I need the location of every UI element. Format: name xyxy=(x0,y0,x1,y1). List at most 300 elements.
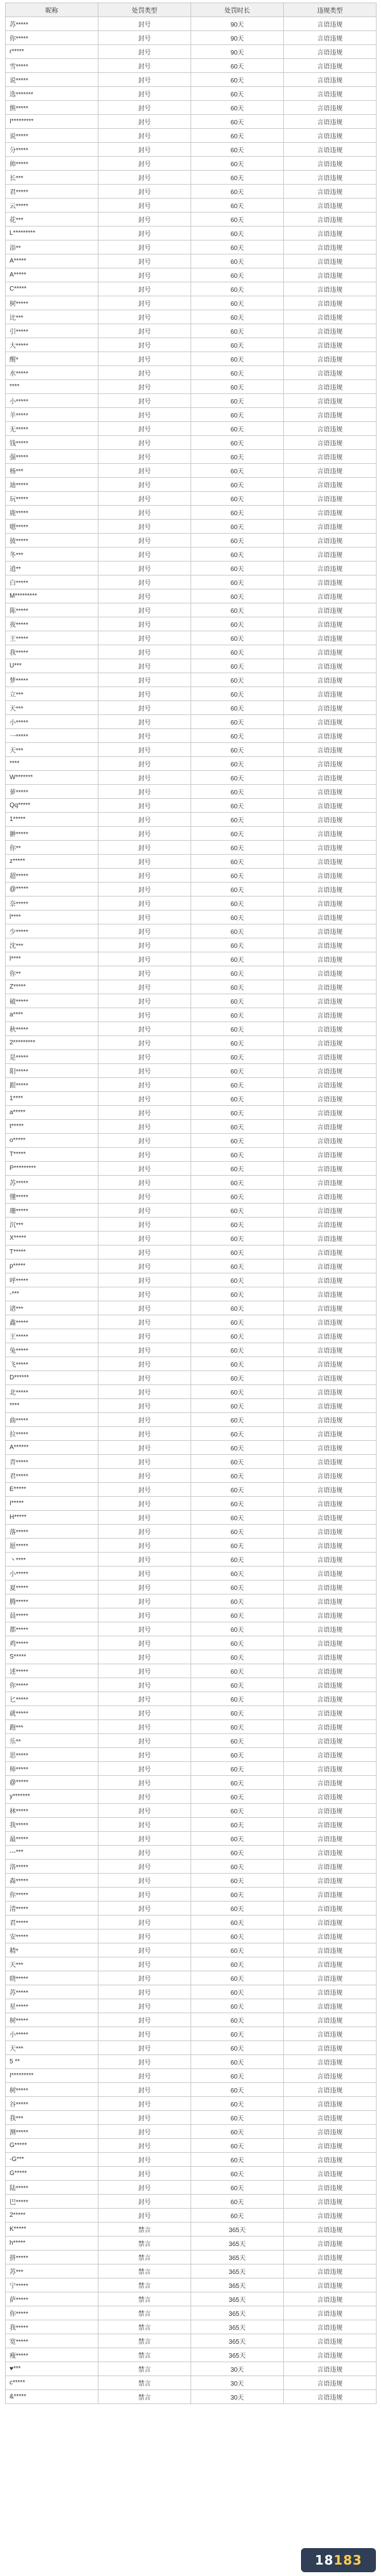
cell-nickname: a**** xyxy=(6,1008,98,1022)
cell-duration: 30天 xyxy=(191,2376,284,2390)
cell-nickname: 小***** xyxy=(6,1567,98,1580)
cell-violation-type: 言语违规 xyxy=(284,129,377,143)
cell-punishment-type: 封号 xyxy=(98,1790,191,1804)
cell-violation-type: 言语违规 xyxy=(284,1804,377,1818)
table-row xyxy=(6,1301,377,1315)
cell-punishment-type: 封号 xyxy=(98,1204,191,1218)
cell-nickname: 天*** xyxy=(6,743,98,757)
cell-violation-type: 言语违规 xyxy=(284,2083,377,2097)
cell-punishment-type: 封号 xyxy=(98,1273,191,1287)
table-row xyxy=(6,1469,377,1483)
cell-punishment-type: 封号 xyxy=(98,869,191,883)
cell-nickname: z***** xyxy=(6,855,98,869)
table-row xyxy=(6,562,377,575)
cell-duration: 60天 xyxy=(191,813,284,827)
cell-duration: 60天 xyxy=(191,799,284,813)
cell-duration: 60天 xyxy=(191,2055,284,2069)
table-row xyxy=(6,1846,377,1860)
cell-duration: 365天 xyxy=(191,2320,284,2334)
cell-punishment-type: 封号 xyxy=(98,994,191,1008)
table-row xyxy=(6,1943,377,1957)
cell-duration: 60天 xyxy=(191,366,284,380)
cell-punishment-type: 封号 xyxy=(98,729,191,743)
table-row xyxy=(6,603,377,617)
table-row xyxy=(6,1580,377,1594)
table-row xyxy=(6,2376,377,2390)
cell-nickname: T***** xyxy=(6,1245,98,1259)
cell-violation-type: 言语违规 xyxy=(284,1734,377,1748)
cell-violation-type: 言语违规 xyxy=(284,841,377,855)
cell-duration: 60天 xyxy=(191,1999,284,2013)
cell-violation-type: 言语违规 xyxy=(284,1874,377,1888)
cell-violation-type: 言语违规 xyxy=(284,227,377,240)
cell-duration: 60天 xyxy=(191,1301,284,1315)
cell-punishment-type: 封号 xyxy=(98,1553,191,1567)
cell-nickname: 拼***** xyxy=(6,2251,98,2264)
table-row xyxy=(6,240,377,254)
cell-violation-type: 言语违规 xyxy=(284,254,377,268)
cell-duration: 60天 xyxy=(191,855,284,869)
cell-nickname: t***** xyxy=(6,1120,98,1134)
table-row xyxy=(6,59,377,73)
cell-duration: 60天 xyxy=(191,1678,284,1692)
cell-duration: 60天 xyxy=(191,1176,284,1190)
table-row xyxy=(6,1553,377,1567)
table-row xyxy=(6,1287,377,1301)
cell-nickname: c***** xyxy=(6,2376,98,2390)
cell-punishment-type: 封号 xyxy=(98,199,191,213)
cell-duration: 60天 xyxy=(191,1148,284,1162)
cell-nickname: 师***** xyxy=(6,1762,98,1776)
punishment-table xyxy=(5,3,377,2404)
cell-violation-type: 言语违规 xyxy=(284,1776,377,1790)
cell-duration: 365天 xyxy=(191,2278,284,2292)
table-row xyxy=(6,2055,377,2069)
cell-violation-type: 言语违规 xyxy=(284,2264,377,2278)
table-header-row xyxy=(6,3,377,17)
cell-duration: 60天 xyxy=(191,520,284,534)
cell-duration: 60天 xyxy=(191,827,284,841)
cell-duration: 60天 xyxy=(191,1664,284,1678)
cell-violation-type: 言语违规 xyxy=(284,45,377,59)
cell-violation-type: 言语违规 xyxy=(284,1399,377,1413)
cell-nickname: -G*** xyxy=(6,2153,98,2167)
cell-punishment-type: 封号 xyxy=(98,924,191,938)
cell-nickname: 苏*** xyxy=(6,2264,98,2278)
cell-duration: 60天 xyxy=(191,143,284,157)
cell-nickname: 我***** xyxy=(6,1818,98,1832)
cell-violation-type: 言语违规 xyxy=(284,310,377,324)
cell-punishment-type: 封号 xyxy=(98,2125,191,2139)
table-row xyxy=(6,2195,377,2209)
cell-nickname: 懂***** xyxy=(6,1190,98,1204)
table-row xyxy=(6,1357,377,1371)
cell-duration: 30天 xyxy=(191,2390,284,2404)
cell-punishment-type: 封号 xyxy=(98,2027,191,2041)
table-row xyxy=(6,310,377,324)
cell-nickname: A***** xyxy=(6,268,98,282)
cell-punishment-type: 封号 xyxy=(98,2181,191,2195)
table-row xyxy=(6,1525,377,1539)
cell-nickname: 北***** xyxy=(6,1385,98,1399)
table-row xyxy=(6,1315,377,1329)
cell-violation-type: 言语违规 xyxy=(284,1636,377,1650)
table-row xyxy=(6,1022,377,1036)
cell-punishment-type: 封号 xyxy=(98,1301,191,1315)
cell-duration: 60天 xyxy=(191,1902,284,1916)
cell-duration: 90天 xyxy=(191,45,284,59)
cell-duration: 60天 xyxy=(191,422,284,436)
cell-punishment-type: 封号 xyxy=(98,980,191,994)
cell-violation-type: 言语违规 xyxy=(284,73,377,87)
cell-duration: 60天 xyxy=(191,254,284,268)
table-row xyxy=(6,924,377,938)
cell-violation-type: 言语违规 xyxy=(284,1971,377,1985)
cell-punishment-type: 封号 xyxy=(98,1162,191,1176)
cell-punishment-type: 封号 xyxy=(98,701,191,715)
cell-nickname: 夜***** xyxy=(6,617,98,631)
cell-nickname: 秋***** xyxy=(6,1022,98,1036)
cell-punishment-type: 封号 xyxy=(98,1846,191,1860)
header-punishment-duration: 处罚时长 xyxy=(191,3,284,17)
cell-violation-type: 言语违规 xyxy=(284,1176,377,1190)
cell-violation-type: 言语违规 xyxy=(284,1790,377,1804)
cell-violation-type: 言语违规 xyxy=(284,715,377,729)
cell-punishment-type: 封号 xyxy=(98,1190,191,1204)
table-row xyxy=(6,2320,377,2334)
cell-nickname: 苏***** xyxy=(6,1985,98,1999)
cell-duration: 60天 xyxy=(191,1427,284,1441)
cell-nickname: 水***** xyxy=(6,366,98,380)
cell-duration: 60天 xyxy=(191,2027,284,2041)
cell-violation-type: 言语违规 xyxy=(284,952,377,966)
cell-punishment-type: 封号 xyxy=(98,296,191,310)
cell-violation-type: 言语违规 xyxy=(284,1357,377,1371)
cell-duration: 60天 xyxy=(191,1413,284,1427)
cell-punishment-type: 封号 xyxy=(98,171,191,185)
cell-duration: 60天 xyxy=(191,1315,284,1329)
cell-duration: 60天 xyxy=(191,1455,284,1469)
cell-violation-type: 言语违规 xyxy=(284,450,377,464)
cell-duration: 60天 xyxy=(191,994,284,1008)
cell-nickname: 落***** xyxy=(6,1525,98,1539)
cell-duration: 60天 xyxy=(191,1022,284,1036)
cell-duration: 60天 xyxy=(191,1036,284,1050)
table-row xyxy=(6,743,377,757)
cell-nickname: ♥*** xyxy=(6,2362,98,2376)
cell-duration: 60天 xyxy=(191,1720,284,1734)
cell-punishment-type: 封号 xyxy=(98,1497,191,1511)
table-row xyxy=(6,282,377,296)
cell-punishment-type: 封号 xyxy=(98,1636,191,1650)
cell-nickname: 匕***** xyxy=(6,1692,98,1706)
cell-punishment-type: 封号 xyxy=(98,1357,191,1371)
table-row xyxy=(6,1874,377,1888)
table-row xyxy=(6,338,377,352)
cell-punishment-type: 封号 xyxy=(98,1650,191,1664)
cell-nickname: 苏***** xyxy=(6,1176,98,1190)
cell-nickname: 曲***** xyxy=(6,1413,98,1427)
table-row xyxy=(6,575,377,589)
cell-duration: 60天 xyxy=(191,450,284,464)
cell-duration: 60天 xyxy=(191,938,284,952)
cell-violation-type: 言语违规 xyxy=(284,1818,377,1832)
cell-punishment-type: 封号 xyxy=(98,506,191,520)
cell-violation-type: 言语违规 xyxy=(284,2320,377,2334)
cell-punishment-type: 封号 xyxy=(98,87,191,101)
cell-punishment-type: 封号 xyxy=(98,1441,191,1455)
cell-nickname: 选******* xyxy=(6,87,98,101)
cell-nickname: I********* xyxy=(6,2069,98,2083)
cell-duration: 60天 xyxy=(191,324,284,338)
cell-duration: 60天 xyxy=(191,562,284,575)
cell-punishment-type: 封号 xyxy=(98,1943,191,1957)
cell-duration: 60天 xyxy=(191,1734,284,1748)
cell-violation-type: 言语违规 xyxy=(284,171,377,185)
cell-nickname: 都***** xyxy=(6,1622,98,1636)
cell-violation-type: 言语违规 xyxy=(284,1678,377,1692)
table-row xyxy=(6,687,377,701)
cell-duration: 60天 xyxy=(191,1385,284,1399)
logo-text-a: 18 xyxy=(314,2553,334,2568)
cell-punishment-type: 封号 xyxy=(98,157,191,171)
cell-nickname: 你** xyxy=(6,841,98,855)
table-row xyxy=(6,45,377,59)
cell-nickname: 跑*** xyxy=(6,1720,98,1734)
cell-violation-type: 言语违规 xyxy=(284,1162,377,1176)
cell-duration: 60天 xyxy=(191,1008,284,1022)
table-row xyxy=(6,129,377,143)
cell-punishment-type: 封号 xyxy=(98,1748,191,1762)
table-row xyxy=(6,1106,377,1120)
cell-violation-type: 言语违规 xyxy=(284,1553,377,1567)
table-row xyxy=(6,2153,377,2167)
cell-violation-type: 言语违规 xyxy=(284,2111,377,2125)
cell-violation-type: 言语违规 xyxy=(284,422,377,436)
cell-duration: 60天 xyxy=(191,2125,284,2139)
cell-nickname: 飞***** xyxy=(6,1357,98,1371)
cell-violation-type: 言语违规 xyxy=(284,771,377,785)
cell-nickname: 少***** xyxy=(6,924,98,938)
cell-violation-type: 言语违规 xyxy=(284,673,377,687)
cell-nickname: 乐** xyxy=(6,1734,98,1748)
cell-nickname: 5 ** xyxy=(6,2055,98,2069)
table-row xyxy=(6,994,377,1008)
cell-nickname: Z***** xyxy=(6,980,98,994)
table-row xyxy=(6,2292,377,2306)
cell-nickname: 醒* xyxy=(6,352,98,366)
cell-violation-type: 言语违规 xyxy=(284,213,377,227)
cell-duration: 60天 xyxy=(191,492,284,506)
cell-violation-type: 言语违规 xyxy=(284,1385,377,1399)
table-row xyxy=(6,1232,377,1245)
cell-nickname: 你** xyxy=(6,966,98,980)
table-row xyxy=(6,631,377,645)
table-row xyxy=(6,673,377,687)
cell-duration: 60天 xyxy=(191,1511,284,1525)
cell-punishment-type: 封号 xyxy=(98,715,191,729)
cell-duration: 60天 xyxy=(191,2195,284,2209)
cell-duration: 60天 xyxy=(191,743,284,757)
cell-duration: 60天 xyxy=(191,687,284,701)
table-row xyxy=(6,352,377,366)
cell-duration: 60天 xyxy=(191,1762,284,1776)
cell-nickname: @***** xyxy=(6,883,98,897)
table-row xyxy=(6,1064,377,1078)
table-row xyxy=(6,199,377,213)
cell-duration: 60天 xyxy=(191,1608,284,1622)
cell-punishment-type: 封号 xyxy=(98,1259,191,1273)
cell-nickname: 树***** xyxy=(6,2083,98,2097)
cell-punishment-type: 封号 xyxy=(98,1064,191,1078)
table-row xyxy=(6,883,377,897)
cell-punishment-type: 封号 xyxy=(98,659,191,673)
cell-nickname: **** xyxy=(6,757,98,771)
cell-duration: 60天 xyxy=(191,910,284,924)
cell-violation-type: 言语违规 xyxy=(284,1315,377,1329)
cell-punishment-type: 封号 xyxy=(98,338,191,352)
table-row xyxy=(6,659,377,673)
cell-nickname: 你***** xyxy=(6,31,98,45)
table-row xyxy=(6,380,377,394)
cell-duration: 60天 xyxy=(191,575,284,589)
cell-punishment-type: 封号 xyxy=(98,1008,191,1022)
cell-nickname: 立*** xyxy=(6,687,98,701)
table-row xyxy=(6,1818,377,1832)
cell-violation-type: 言语违规 xyxy=(284,282,377,296)
cell-nickname: 帅***** xyxy=(6,157,98,171)
cell-duration: 60天 xyxy=(191,1399,284,1413)
cell-nickname: 冬*** xyxy=(6,548,98,562)
cell-punishment-type: 禁言 xyxy=(98,2376,191,2390)
cell-punishment-type: 封号 xyxy=(98,2111,191,2125)
cell-duration: 60天 xyxy=(191,1343,284,1357)
cell-punishment-type: 封号 xyxy=(98,59,191,73)
cell-punishment-type: 封号 xyxy=(98,1622,191,1636)
cell-violation-type: 言语违规 xyxy=(284,115,377,129)
cell-punishment-type: 封号 xyxy=(98,952,191,966)
cell-duration: 365天 xyxy=(191,2223,284,2237)
cell-duration: 60天 xyxy=(191,1636,284,1650)
cell-punishment-type: 封号 xyxy=(98,1218,191,1232)
cell-violation-type: 言语违规 xyxy=(284,897,377,910)
cell-violation-type: 言语违规 xyxy=(284,240,377,254)
cell-duration: 60天 xyxy=(191,534,284,548)
table-row xyxy=(6,296,377,310)
cell-nickname: 林***** xyxy=(6,1804,98,1818)
cell-duration: 60天 xyxy=(191,1860,284,1874)
cell-duration: 60天 xyxy=(191,1567,284,1580)
table-row xyxy=(6,617,377,631)
cell-duration: 60天 xyxy=(191,1357,284,1371)
cell-violation-type: 言语违规 xyxy=(284,1622,377,1636)
table-row xyxy=(6,436,377,450)
table-row xyxy=(6,2083,377,2097)
cell-punishment-type: 封号 xyxy=(98,1580,191,1594)
cell-punishment-type: 封号 xyxy=(98,1692,191,1706)
table-row xyxy=(6,715,377,729)
cell-punishment-type: 封号 xyxy=(98,785,191,799)
cell-nickname: 迪***** xyxy=(6,478,98,492)
cell-punishment-type: 封号 xyxy=(98,1539,191,1553)
cell-nickname: 精* xyxy=(6,1943,98,1957)
table-row xyxy=(6,701,377,715)
cell-punishment-type: 封号 xyxy=(98,1594,191,1608)
cell-duration: 60天 xyxy=(191,87,284,101)
cell-nickname: X***** xyxy=(6,1232,98,1245)
table-row xyxy=(6,799,377,813)
table-row xyxy=(6,227,377,240)
cell-duration: 60天 xyxy=(191,1594,284,1608)
cell-violation-type: 言语违规 xyxy=(284,2348,377,2362)
cell-punishment-type: 封号 xyxy=(98,1776,191,1790)
cell-punishment-type: 封号 xyxy=(98,562,191,575)
cell-nickname: 呼***** xyxy=(6,1273,98,1287)
cell-violation-type: 言语违规 xyxy=(284,1106,377,1120)
cell-duration: 60天 xyxy=(191,785,284,799)
cell-violation-type: 言语违规 xyxy=(284,980,377,994)
table-row xyxy=(6,2390,377,2404)
table-row xyxy=(6,1134,377,1148)
cell-nickname: 拉***** xyxy=(6,1427,98,1441)
cell-punishment-type: 禁言 xyxy=(98,2362,191,2376)
table-row xyxy=(6,897,377,910)
cell-punishment-type: 封号 xyxy=(98,1413,191,1427)
table-row xyxy=(6,2334,377,2348)
cell-punishment-type: 封号 xyxy=(98,2069,191,2083)
cell-nickname: 天*** xyxy=(6,701,98,715)
cell-punishment-type: 封号 xyxy=(98,17,191,31)
table-row xyxy=(6,1999,377,2013)
cell-duration: 60天 xyxy=(191,1874,284,1888)
cell-duration: 365天 xyxy=(191,2348,284,2362)
cell-nickname: ---*** xyxy=(6,1846,98,1860)
cell-violation-type: 言语违规 xyxy=(284,2334,377,2348)
cell-duration: 60天 xyxy=(191,59,284,73)
cell-violation-type: 言语违规 xyxy=(284,101,377,115)
cell-duration: 60天 xyxy=(191,338,284,352)
table-row xyxy=(6,841,377,855)
cell-nickname: a***** xyxy=(6,1106,98,1120)
cell-violation-type: 言语违规 xyxy=(284,1511,377,1525)
cell-punishment-type: 封号 xyxy=(98,2195,191,2209)
cell-punishment-type: 封号 xyxy=(98,185,191,199)
cell-nickname: 陆***** xyxy=(6,2181,98,2195)
cell-violation-type: 言语违规 xyxy=(284,1580,377,1594)
cell-duration: 60天 xyxy=(191,436,284,450)
cell-punishment-type: 禁言 xyxy=(98,2320,191,2334)
cell-nickname: 你***** xyxy=(6,2306,98,2320)
cell-duration: 60天 xyxy=(191,227,284,240)
cell-duration: 60天 xyxy=(191,757,284,771)
cell-punishment-type: 封号 xyxy=(98,1399,191,1413)
cell-violation-type: 言语违规 xyxy=(284,143,377,157)
table-row xyxy=(6,1902,377,1916)
cell-violation-type: 言语违规 xyxy=(284,924,377,938)
cell-punishment-type: 封号 xyxy=(98,492,191,506)
cell-duration: 60天 xyxy=(191,1846,284,1860)
cell-duration: 60天 xyxy=(191,394,284,408)
cell-violation-type: 言语违规 xyxy=(284,157,377,171)
cell-punishment-type: 封号 xyxy=(98,1483,191,1497)
table-row xyxy=(6,1497,377,1511)
cell-duration: 60天 xyxy=(191,1120,284,1134)
table-row xyxy=(6,101,377,115)
cell-nickname: 强***** xyxy=(6,450,98,464)
cell-nickname: 君***** xyxy=(6,1916,98,1929)
cell-violation-type: 言语违规 xyxy=(284,687,377,701)
cell-duration: 60天 xyxy=(191,115,284,129)
